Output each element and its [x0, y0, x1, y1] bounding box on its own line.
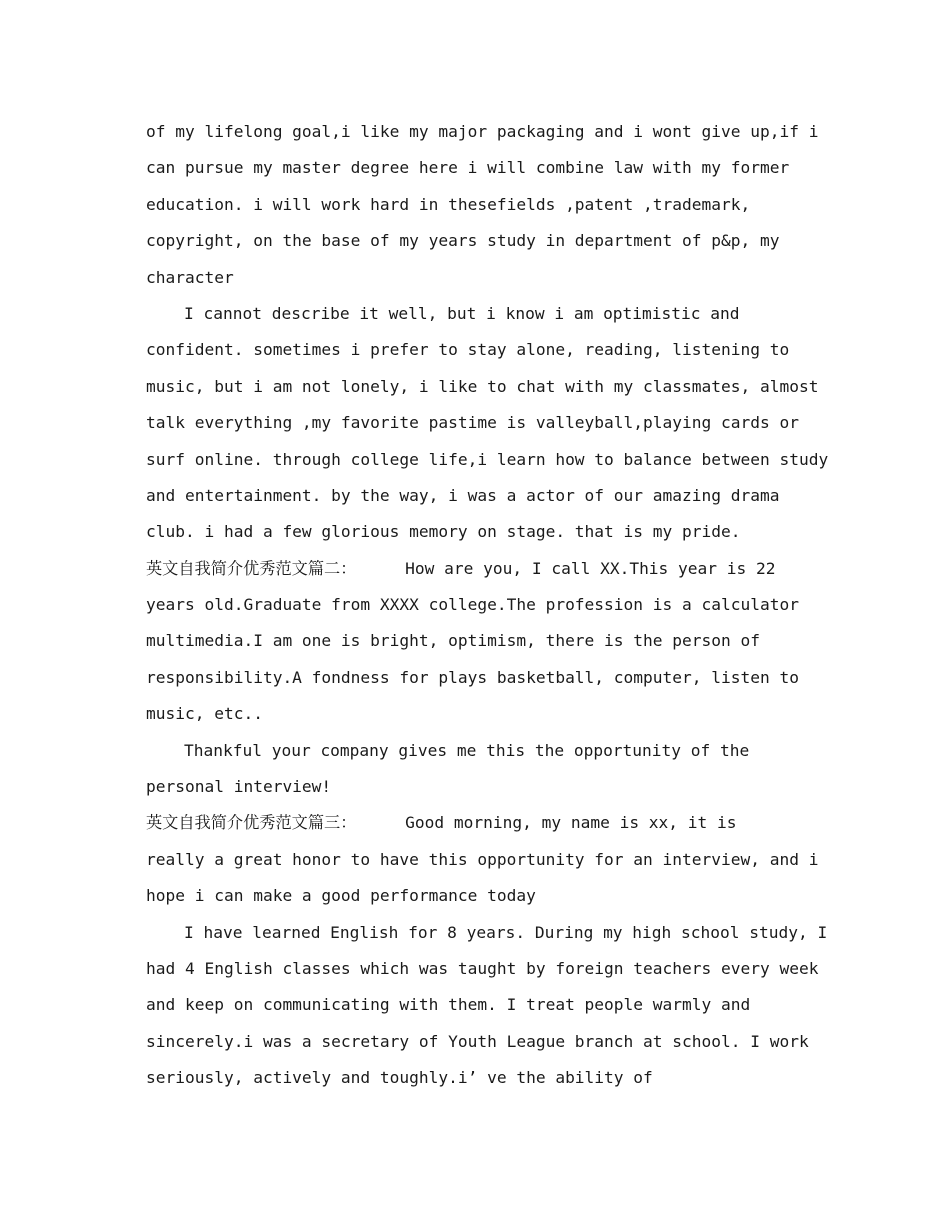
text-line: music, etc..	[146, 704, 263, 724]
text-line: had 4 English classes which was taught by foreign teachers every week	[146, 958, 819, 978]
text-line: can pursue my master degree here i will combine law with my former	[146, 158, 790, 178]
section-heading-3: 英文自我简介优秀范文篇三：	[146, 813, 357, 833]
text-line: years old.Graduate from XXXX college.The profession is a calculator	[146, 595, 799, 615]
text-line: hope i can make a good performance today	[146, 886, 536, 906]
text-line: copyright, on the base of my years study in department of p&p, my	[146, 231, 780, 251]
text-line: of my lifelong goal,i like my major packaging and i wont give up,if i	[146, 122, 819, 141]
paragraph-first-line: Thankful your company gives me this the opportunity of the	[184, 740, 750, 760]
paragraph-first-line: I cannot describe it well, but i know i am optimistic and	[184, 303, 740, 323]
text-line: responsibility.A fondness for plays basketball, computer, listen to	[146, 667, 799, 687]
text-run: How are you, I call XX.This year is 22	[356, 558, 776, 578]
text-line: and entertainment. by the way, i was a actor of our amazing drama	[146, 485, 780, 505]
text-run: Good morning, my name is xx, it is	[356, 813, 737, 833]
section-heading-2: 英文自我简介优秀范文篇二：	[146, 558, 357, 578]
text-line: club. i had a few glorious memory on stage. that is my pride.	[146, 522, 741, 542]
text-line: sincerely.i was a secretary of Youth League branch at school. I work	[146, 1031, 809, 1051]
document-body	[146, 114, 829, 1097]
text-line: character	[146, 267, 234, 287]
text-line: and keep on communicating with them. I treat people warmly and	[146, 995, 751, 1015]
text-line: education. i will work hard in thesefields ,patent ,trademark,	[146, 194, 751, 214]
text-line: multimedia.I am one is bright, optimism, there is the person of	[146, 631, 760, 651]
text-line: confident. sometimes i prefer to stay alone, reading, listening to	[146, 340, 790, 360]
text-line: seriously, actively and toughly.i’ ve the ability of	[146, 1068, 653, 1088]
text-line: music, but i am not lonely, i like to chat with my classmates, almost	[146, 376, 819, 396]
text-line: really a great honor to have this opportunity for an interview, and i	[146, 849, 819, 869]
text-line: surf online. through college life,i learn how to balance between study	[146, 449, 829, 469]
text-line: personal interview!	[146, 777, 332, 797]
section-heading-line	[146, 551, 806, 587]
text-line: talk everything ,my favorite pastime is valleyball,playing cards or	[146, 413, 799, 433]
section-heading-line	[146, 805, 806, 841]
paragraph-first-line: I have learned English for 8 years. During my high school study, I	[184, 922, 828, 942]
